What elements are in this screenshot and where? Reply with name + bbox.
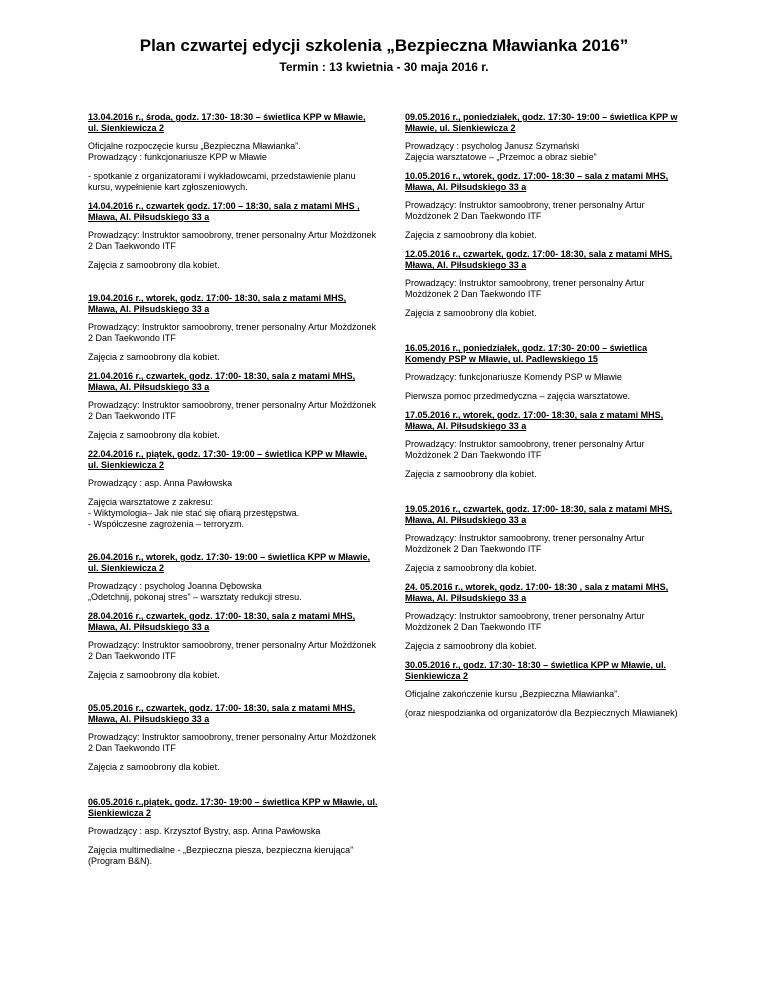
page-subtitle: Termin : 13 kwietnia - 30 maja 2016 r. — [279, 60, 489, 74]
schedule-entry — [405, 343, 687, 402]
schedule-entry — [88, 112, 378, 193]
schedule-entry — [405, 249, 687, 319]
schedule-entry — [405, 504, 687, 574]
entry-heading: 28.04.2016 r., czwartek, godz. 17:00- 18:30, sala z matami MHS, Mława, Al. Piłsudskiego 33 a — [88, 611, 356, 632]
schedule-column-right — [405, 112, 687, 727]
entry-text: Prowadzący: Instruktor samoobrony, trener personalny Artur Możdżonek 2 Dan Taekwondo ITF — [405, 278, 645, 299]
entry-text: Oficjalne zakończenie kursu „Bezpieczna Mławianka”. — [405, 689, 620, 699]
schedule-entry — [88, 611, 378, 681]
entry-heading: 19.04.2016 r., wtorek, godz. 17:00- 18:30, sala z matami MHS, Mława, Al. Piłsudskiego 33 a — [88, 293, 347, 314]
entry-heading: 05.05.2016 r., czwartek, godz. 17:00- 18:30, sala z matami MHS, Mława, Al. Piłsudskiego 33 a — [88, 703, 356, 724]
schedule-entry — [405, 171, 687, 241]
entry-text: Prowadzący: Instruktor samoobrony, trener personalny Artur Możdżonek 2 Dan Taekwondo ITF — [88, 322, 376, 343]
entry-text: Prowadzący: Instruktor samoobrony, trener personalny Artur Możdżonek 2 Dan Taekwondo ITF — [88, 732, 376, 753]
entry-text: Prowadzący : psycholog Janusz Szymański Zajęcia warsztatowe – „Przemoc a obraz siebie” — [405, 141, 597, 162]
schedule-entry — [88, 449, 378, 530]
entry-text: Oficjalne rozpoczęcie kursu „Bezpieczna Mławianka”. Prowadzący : funkcjonariusze KPP w Mławie — [88, 141, 301, 162]
schedule-entry — [88, 371, 378, 441]
entry-heading: 19.05.2016 r., czwartek, godz. 17:00- 18:30, sala z matami MHS, Mława, Al. Piłsudskiego 33 a — [405, 504, 673, 525]
entry-heading: 10.05.2016 r., wtorek, godz. 17:00- 18:30 – sala z matami MHS, Mława, Al. Piłsudskiego 33 a — [405, 171, 669, 192]
schedule-entry — [405, 112, 687, 163]
entry-heading: 16.05.2016 r., poniedziałek, godz. 17:30- 20:00 – świetlica Komendy PSP w Mławie, ul. Padlewskiego 15 — [405, 343, 648, 364]
entry-text: Prowadzący: Instruktor samoobrony, trener personalny Artur Możdżonek 2 Dan Taekwondo ITF — [88, 640, 376, 661]
entry-text: Zajęcia z samoobrony dla kobiet. — [88, 670, 220, 680]
entry-text: Prowadzący: Instruktor samoobrony, trener personalny Artur Możdżonek 2 Dan Taekwondo ITF — [405, 439, 645, 460]
entry-text: Zajęcia z samoobrony dla kobiet. — [88, 762, 220, 772]
entry-text: Prowadzący: Instruktor samoobrony, trener personalny Artur Możdżonek 2 Dan Taekwondo ITF — [405, 611, 645, 632]
entry-text: Prowadzący: Instruktor samoobrony, trener personalny Artur Możdżonek 2 Dan Taekwondo ITF — [405, 533, 645, 554]
schedule-entry — [88, 552, 378, 603]
entry-heading: 21.04.2016 r., czwartek, godz. 17:00- 18:30, sala z matami MHS, Mława, Al. Piłsudskiego 33 a — [88, 371, 356, 392]
entry-text: Zajęcia z samoobrony dla kobiet. — [405, 563, 537, 573]
entry-text: Prowadzący: funkcjonariusze Komendy PSP w Mławie — [405, 372, 622, 382]
schedule-entry — [88, 797, 378, 867]
entry-heading: 17.05.2016 r., wtorek, godz. 17:00- 18:30, sala z matami MHS, Mława, Al. Piłsudskiego 33 a — [405, 410, 664, 431]
entry-heading: 22.04.2016 r., piątek, godz. 17:30- 19:00 – świetlica KPP w Mławie, ul. Sienkiewicza 2 — [88, 449, 367, 470]
entry-text: Zajęcia z samoobrony dla kobiet. — [405, 308, 537, 318]
entry-text: Prowadzący : asp. Krzysztof Bystry, asp. Anna Pawłowska — [88, 826, 321, 836]
entry-text: Zajęcia multimedialne - „Bezpieczna piesza, bezpieczna kierująca” (Program B&N). — [88, 845, 354, 866]
entry-text: (oraz niespodzianka od organizatorów dla Bezpiecznych Mławianek) — [405, 708, 678, 718]
entry-heading: 13.04.2016 r., środa, godz. 17:30- 18:30 – świetlica KPP w Mławie, ul. Sienkiewicza 2 — [88, 112, 366, 133]
entry-text: Zajęcia z samoobrony dla kobiet. — [405, 469, 537, 479]
entry-heading: 24. 05.2016 r., wtorek, godz. 17:00- 18:30 , sala z matami MHS, Mława, Al. Piłsudskiego 33 a — [405, 582, 669, 603]
entry-text: Prowadzący: Instruktor samoobrony, trener personalny Artur Możdżonek 2 Dan Taekwondo ITF — [88, 230, 376, 251]
entry-heading: 09.05.2016 r., poniedziałek, godz. 17:30- 19:00 – świetlica KPP w Mławie, ul. Sienkiewicza 2 — [405, 112, 678, 133]
entry-text: Prowadzący: Instruktor samoobrony, trener personalny Artur Możdżonek 2 Dan Taekwondo ITF — [405, 200, 645, 221]
entry-text: Zajęcia z samoobrony dla kobiet. — [88, 352, 220, 362]
entry-heading: 14.04.2016 r., czwartek godz. 17:00 – 18:30, sala z matami MHS , Mława, Al. Piłsudskiego 33 a — [88, 201, 360, 222]
entry-heading: 30.05.2016 r., godz. 17:30- 18:30 – świetlica KPP w Mławie, ul. Sienkiewicza 2 — [405, 660, 666, 681]
entry-text: Prowadzący : psycholog Joanna Dębowska „Odetchnij, pokonaj stres” – warsztaty redukcji stresu. — [88, 581, 302, 602]
schedule-entry — [88, 293, 378, 363]
entry-heading: 06.05.2016 r.,piątek, godz. 17:30- 19:00 – świetlica KPP w Mławie, ul. Sienkiewicza 2 — [88, 797, 378, 818]
entry-text: Prowadzący: Instruktor samoobrony, trener personalny Artur Możdżonek 2 Dan Taekwondo ITF — [88, 400, 376, 421]
schedule-entry — [405, 660, 687, 719]
schedule-column-left — [88, 112, 378, 875]
schedule-entry — [88, 703, 378, 773]
schedule-entry — [88, 201, 378, 271]
entry-heading: 26.04.2016 r., wtorek, godz. 17:30- 19:00 – świetlica KPP w Mławie, ul. Sienkiewicza 2 — [88, 552, 370, 573]
schedule-entry — [405, 410, 687, 480]
entry-text: Prowadzący : asp. Anna Pawłowska — [88, 478, 233, 488]
entry-text: Zajęcia z samoobrony dla kobiet. — [405, 641, 537, 651]
entry-text: Pierwsza pomoc przedmedyczna – zajęcia warsztatowe. — [405, 391, 631, 401]
page-title: Plan czwartej edycji szkolenia „Bezpieczna Mławianka 2016” — [139, 36, 629, 55]
entry-text: Zajęcia z samoobrony dla kobiet. — [405, 230, 537, 240]
entry-text: Zajęcia z samoobrony dla kobiet. — [88, 430, 220, 440]
entry-heading: 12.05.2016 r., czwartek, godz. 17:00- 18:30, sala z matami MHS, Mława, Al. Piłsudskiego 33 a — [405, 249, 673, 270]
entry-text: Zajęcia z samoobrony dla kobiet. — [88, 260, 220, 270]
entry-text: - spotkanie z organizatorami i wykładowcami, przedstawienie planu kursu, wypełnienie kart zgłoszeniowych. — [88, 171, 356, 192]
schedule-entry — [405, 582, 687, 652]
entry-text: Zajęcia warsztatowe z zakresu: - Wiktymologia– Jak nie stać się ofiarą przestępstwa. - Współczesne zagrożenia – terroryzm. — [88, 497, 300, 529]
